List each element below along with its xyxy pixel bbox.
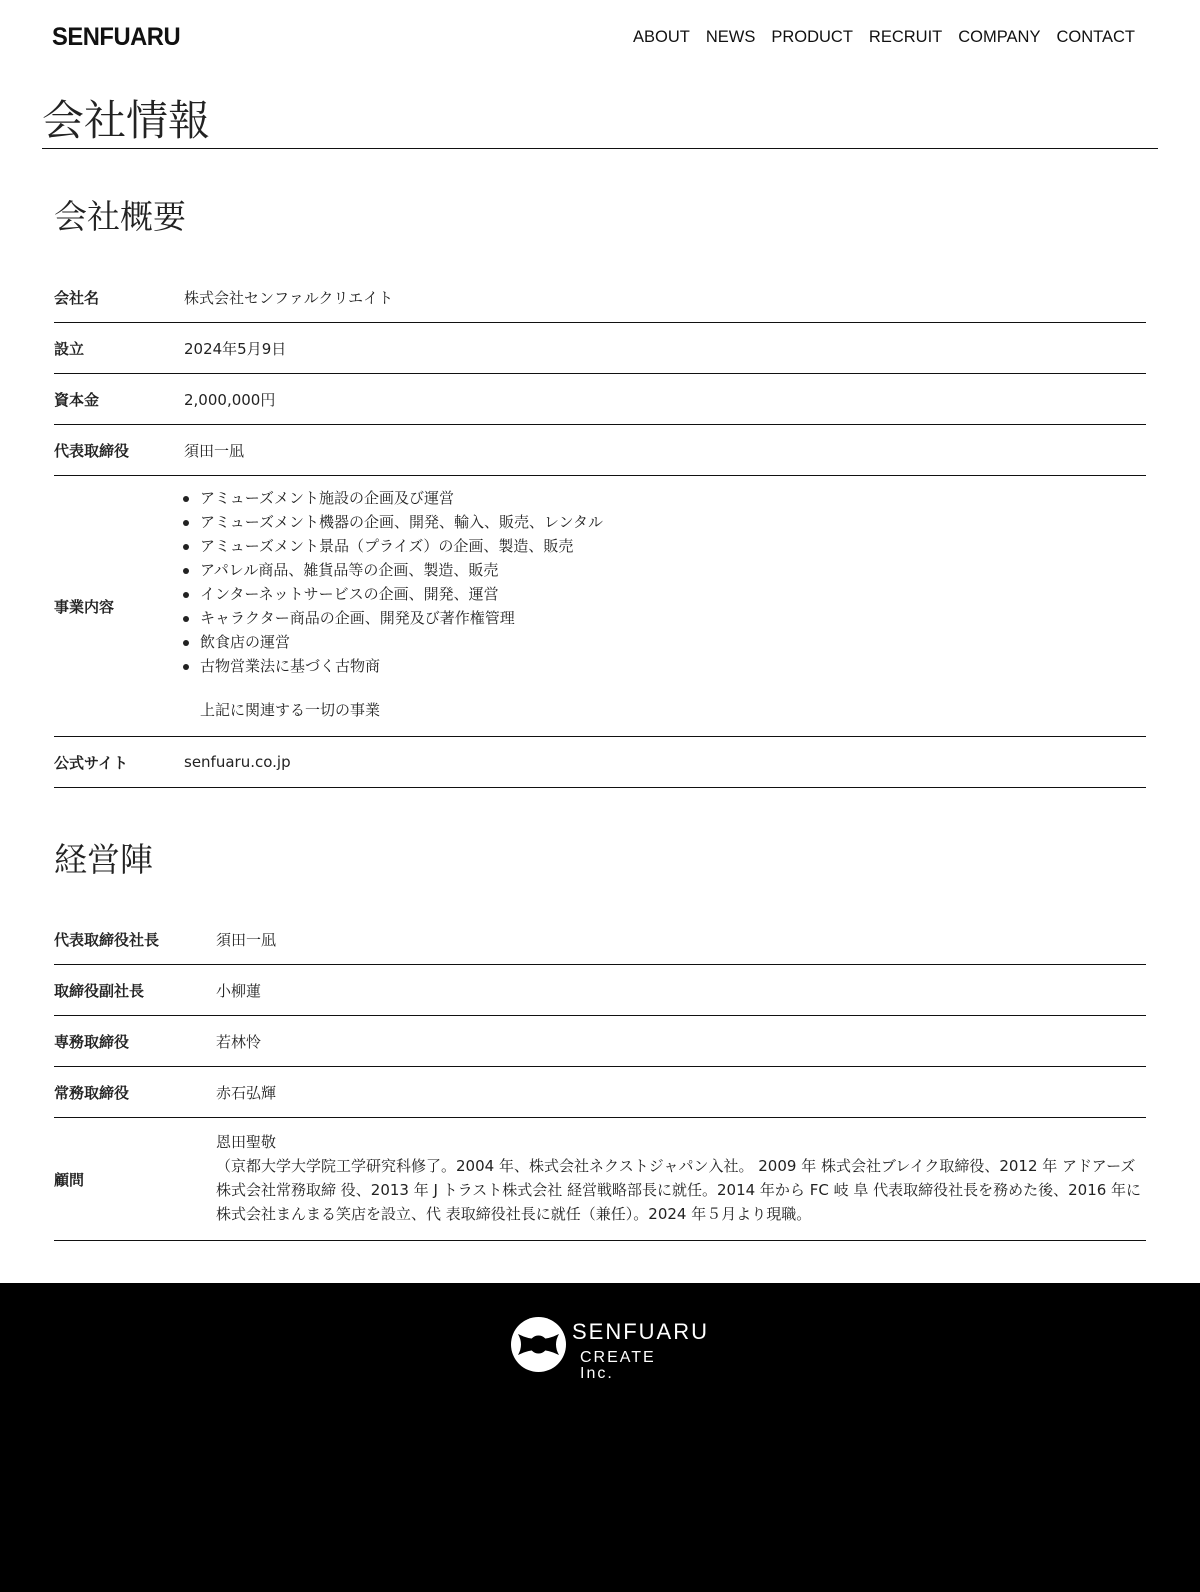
row-label-website: 公式サイト: [54, 737, 184, 788]
footer-logo-line2: CREATE Inc.: [580, 1349, 656, 1382]
list-item: キャラクター商品の企画、開発及び著作権管理: [184, 606, 1146, 630]
nav-company[interactable]: COMPANY: [958, 28, 1041, 46]
company-overview-section: [54, 197, 1146, 788]
row-label-president: 代表取締役社長: [54, 914, 216, 965]
list-item: アミューズメント施設の企画及び運営: [184, 486, 1146, 510]
table-row: [54, 737, 1146, 788]
table-row: [54, 914, 1146, 965]
row-label-capital: 資本金: [54, 374, 184, 425]
site-footer: [0, 1283, 1200, 1592]
nav-news[interactable]: NEWS: [705, 28, 756, 46]
list-item: アミューズメント景品（プライズ）の企画、製造、販売: [184, 534, 1146, 558]
nav-product[interactable]: PRODUCT: [771, 28, 853, 46]
table-row: [54, 1016, 1146, 1067]
table-row: [54, 425, 1146, 476]
table-row: [54, 965, 1146, 1016]
company-name-value: 株式会社センファルクリエイト: [184, 272, 1146, 323]
business-list: [184, 476, 1146, 736]
list-item: 古物営業法に基づく古物商: [184, 654, 1146, 678]
established-value: 2024年5月9日: [184, 323, 1146, 374]
management-table: [54, 914, 1146, 1241]
overview-heading: 会社概要: [54, 197, 186, 236]
business-note: 上記に関連する一切の事業: [200, 701, 381, 719]
advisor-bio: （京都大学大学院工学研究科修了。2004 年、株式会社ネクストジャパン入社。 2009 年 株式会社ブレイク取締役、2012 年 アドアーズ株式会社常務取締 役、2013 年 J トラスト株式会社 経営戦略部長に就任。2014 年から FC 岐 阜 代表取締役社長を務めた後、2016 年に株式会社まんまる笑店を設立、代 表取締役社長に就任（兼任）。2024 年５月より現職。: [216, 1157, 1142, 1223]
list-item: アパレル商品、雑貨品等の企画、製造、販売: [184, 558, 1146, 582]
advisor-cell: [216, 1118, 1146, 1241]
page-title-bar: [42, 96, 1158, 149]
page-title: 会社情報: [42, 96, 211, 145]
table-row: [54, 374, 1146, 425]
list-item: アミューズメント機器の企画、開発、輸入、販売、レンタル: [184, 510, 1146, 534]
row-label-business: 事業内容: [54, 476, 184, 737]
row-label-managing-director: 常務取締役: [54, 1067, 216, 1118]
row-label-advisor: 顧問: [54, 1118, 216, 1241]
overview-table: [54, 272, 1146, 788]
website-link[interactable]: senfuaru.co.jp: [184, 737, 1146, 788]
table-row: [54, 323, 1146, 374]
table-row: [54, 272, 1146, 323]
president-value: 須田一凪: [216, 914, 1146, 965]
nav-contact[interactable]: CONTACT: [1056, 28, 1135, 46]
table-row: [54, 476, 1146, 737]
footer-logo[interactable]: [511, 1317, 710, 1382]
row-label-company-name: 会社名: [54, 272, 184, 323]
list-item: インターネットサービスの企画、開発、運営: [184, 582, 1146, 606]
main-nav: [633, 28, 1135, 47]
business-cell: [184, 476, 1146, 737]
list-item: 飲食店の運営: [184, 630, 1146, 654]
management-heading: 経営陣: [54, 840, 153, 879]
row-label-senior-director: 専務取締役: [54, 1016, 216, 1067]
footer-logo-line1: SENFUARU: [572, 1319, 710, 1344]
site-logo[interactable]: SENFUARU: [52, 23, 181, 51]
candy-logo-icon: [511, 1317, 566, 1372]
row-label-vice-president: 取締役副社長: [54, 965, 216, 1016]
row-label-established: 設立: [54, 323, 184, 374]
management-section: [54, 840, 1146, 1241]
table-row: [54, 1118, 1146, 1241]
row-label-ceo: 代表取締役: [54, 425, 184, 476]
nav-about[interactable]: ABOUT: [632, 28, 690, 46]
managing-director-value: 赤石弘輝: [216, 1067, 1146, 1118]
senior-director-value: 若林怜: [216, 1016, 1146, 1067]
capital-value: 2,000,000円: [184, 374, 1146, 425]
nav-recruit[interactable]: RECRUIT: [868, 28, 943, 46]
advisor-name: 恩田聖敬: [216, 1133, 277, 1151]
table-row: [54, 1067, 1146, 1118]
vice-president-value: 小柳蓮: [216, 965, 1146, 1016]
site-header: [0, 0, 1200, 80]
ceo-value: 須田一凪: [184, 425, 1146, 476]
